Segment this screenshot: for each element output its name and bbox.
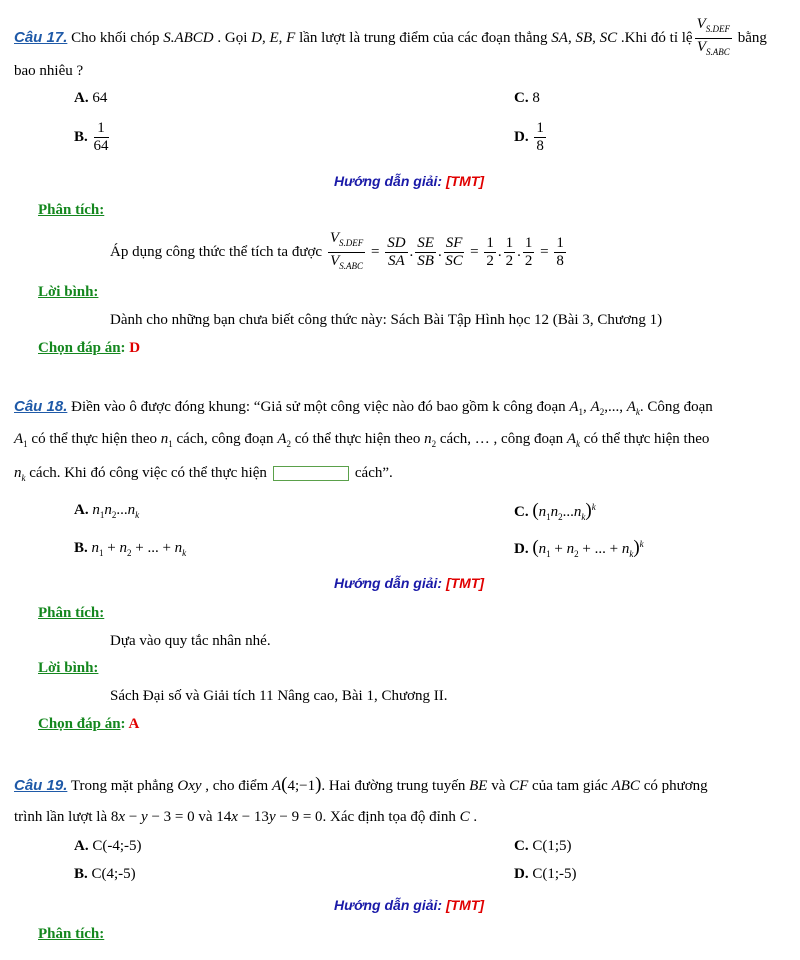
q19-option-d[interactable]: D. C(1;-5) <box>514 866 577 882</box>
q18-fill-blank-box[interactable] <box>273 466 349 481</box>
q17-option-c[interactable]: C. 8 <box>514 90 540 106</box>
q18-analysis-text: Dựa vào quy tắc nhân nhé. <box>110 633 271 649</box>
q19-label: Câu 19. <box>14 777 68 794</box>
q18-option-c[interactable]: C. $(n_1n_2...n_k)^k$ <box>514 500 596 522</box>
q17-stem-line1: Câu 17. Cho khối chóp S.ABCD . Gọi D, E, F lần lượt là trung điểm của các đoạn thẳng SA, SB, SC .Khi đó tỉ lệ $\frac{V_{S.DEF}}{V_{S.ABC}}$ bằng <box>14 16 767 61</box>
q19-stem-line1: Câu 19. Trong mặt phẳng Oxy , cho điểm A(4;−1). Hai đường trung tuyến BE và CF của tam giác ABC có phương <box>14 774 708 795</box>
q17-option-d[interactable]: D. $\frac{1}{8}$ <box>514 120 544 154</box>
q17-option-a[interactable]: A. 64 <box>74 90 108 106</box>
q18-stem-line1: Câu 18. Điền vào ô được đóng khung: “Giả sử một công việc nào đó bao gồm k công đoạn $A_1$, $A_2$,..., $A_k$. Công đoạn <box>14 398 713 417</box>
q18-stem-line2: $A_1$ có thể thực hiện theo $n_1$ cách, công đoạn $A_2$ có thể thực hiện theo $n_2$ cách, … , công đoạn $A_k$ có thể thực hiện theo <box>14 431 710 449</box>
q17-ratio-fraction: $\frac{V_{S.DEF}}{V_{S.ABC}}$ <box>696 16 730 57</box>
q17-label: Câu 17. <box>14 28 68 46</box>
q19-analysis-heading: Phân tích: <box>38 926 105 942</box>
q19-stem-line2: trình lần lượt là 8x − y − 3 = 0 và 14x − 13y − 9 = 0. Xác định tọa độ đỉnh C . <box>14 809 478 825</box>
q17-remark-text: Dành cho những bạn chưa biết công thức này: Sách Bài Tập Hình học 12 (Bài 3, Chương 1) <box>110 312 663 328</box>
q18-solution-guide: Hướng dẫn giải: [TMT] <box>334 575 485 591</box>
q17-stem-line2: bao nhiêu ? <box>14 63 84 79</box>
q18-analysis-heading: Phân tích: <box>38 605 105 621</box>
q18-label: Câu 18. <box>14 398 68 415</box>
q19-option-b[interactable]: B. C(4;-5) <box>74 866 136 882</box>
q18-option-b[interactable]: B. $n_1 + n_2$ + ... + $n_k$ <box>74 540 187 558</box>
q17-solution-guide: Hướng dẫn giải: [TMT] <box>334 173 485 189</box>
q18-stem-line3: $n_k$ cách. Khi đó công việc có thể thực hiện cách”. <box>14 465 393 483</box>
q19-solution-guide: Hướng dẫn giải: [TMT] <box>334 897 485 913</box>
q18-remark-heading: Lời bình: <box>38 660 99 676</box>
q17-answer: Chọn đáp án: D <box>38 340 141 356</box>
q19-option-c[interactable]: C. C(1;5) <box>514 838 572 854</box>
q17-analysis-text: Áp dụng công thức thể tích ta được $\frac{V_{S.DEF}}{V_{S.ABC}}$ = $\frac{SD}{SA}$ . $\frac{SE}{SB}$ . $\frac{SF}{SC}$ = $\frac{1}{2}$ . $\frac{1}{2}$ . $\frac{1}{2}$ = $\frac{1}{8}$ <box>110 230 564 271</box>
q18-option-a[interactable]: A. $n_1n_2...n_k$ <box>74 502 140 520</box>
q18-answer: Chọn đáp án: A <box>38 716 140 732</box>
q17-option-b[interactable]: B. $\frac{1}{64}$ <box>74 120 109 154</box>
q19-option-a[interactable]: A. C(-4;-5) <box>74 838 142 854</box>
q18-option-d[interactable]: D. ($n_1 + n_2$ + ... + $n_k)^k$ <box>514 537 644 559</box>
q18-remark-text: Sách Đại số và Giải tích 11 Nâng cao, Bài 1, Chương II. <box>110 688 448 704</box>
q17-remark-heading: Lời bình: <box>38 284 99 300</box>
q17-analysis-heading: Phân tích: <box>38 202 105 218</box>
